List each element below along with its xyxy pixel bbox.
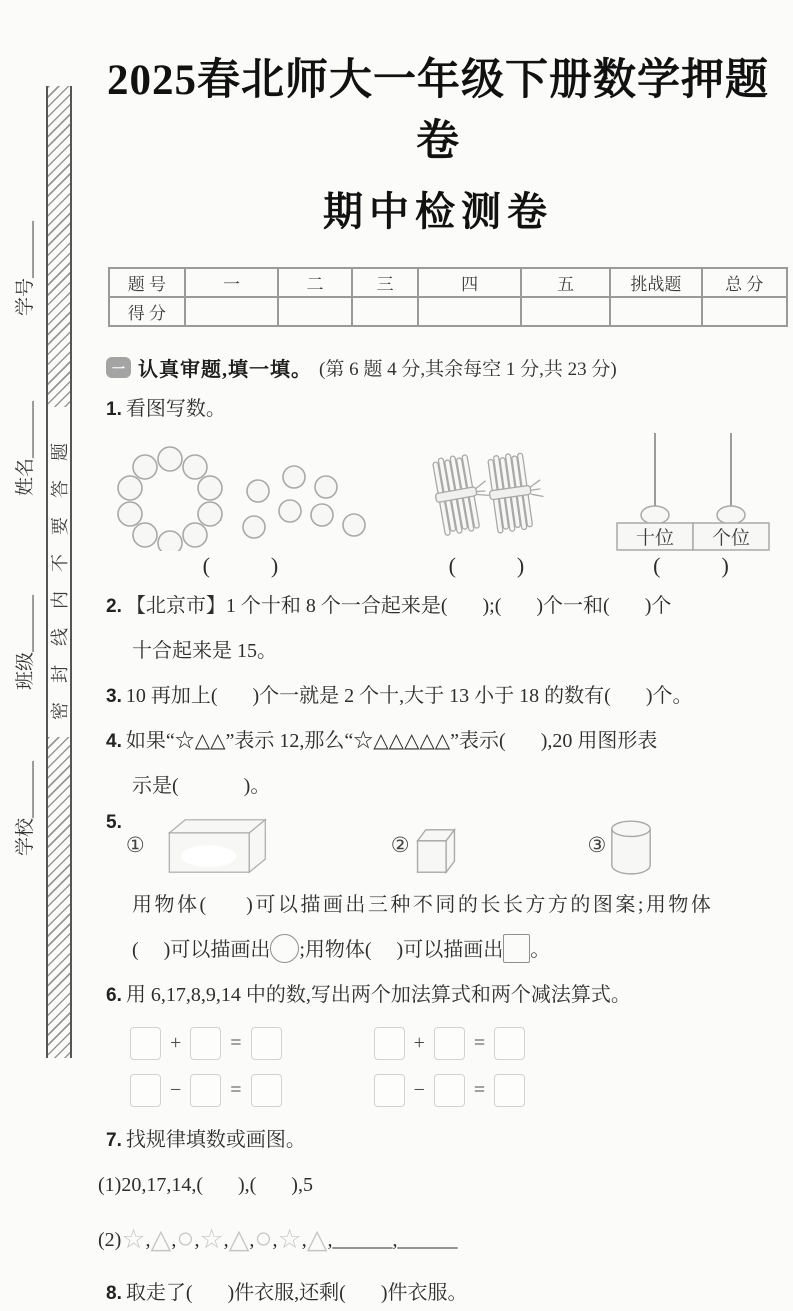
stick-bundles-figure — [379, 431, 598, 579]
traced-circle-shape — [270, 934, 299, 963]
score-header-five: 五 — [521, 268, 610, 297]
paper-title: 2025春北师大一年级下册数学押题卷 — [107, 57, 769, 165]
score-header-two: 二 — [278, 268, 352, 297]
question-5-line2c: 。 — [530, 939, 551, 961]
question-8-text: 取走了( )件衣服,还剩( )件衣服。 — [125, 1281, 468, 1304]
question-7-number: 7. — [106, 1130, 122, 1151]
circle-shape: ○ — [176, 1222, 195, 1255]
abacus-tens-label: 十位 — [635, 528, 675, 549]
seal-text: 密封线内不要答题 — [50, 424, 70, 720]
comma: , — [194, 1229, 200, 1251]
answer-box — [190, 1074, 221, 1107]
question-7 — [106, 1123, 788, 1158]
score-cell — [352, 297, 418, 326]
question-1-answer-paren-1: ( ) — [202, 553, 283, 578]
margin-label-name — [0, 362, 46, 534]
answer-box — [374, 1074, 405, 1107]
question-7-sub2 — [98, 1213, 788, 1266]
margin-label-student-no — [0, 182, 46, 354]
question-7-sub2-label: (2) — [98, 1229, 122, 1251]
cylinder-image — [608, 818, 654, 878]
triangle-shape: △ — [306, 1224, 328, 1254]
beads-image — [106, 445, 378, 551]
question-8-number: 8. — [106, 1282, 122, 1304]
comma: , — [223, 1229, 229, 1251]
score-cell — [418, 297, 521, 326]
minus-sign: − — [170, 1079, 182, 1101]
question-6-text: 用 6,17,8,9,14 中的数,写出两个加法算式和两个减法算式。 — [125, 984, 631, 1006]
score-table-header-row — [109, 268, 787, 297]
score-header-total: 总 分 — [702, 268, 788, 297]
question-6-number: 6. — [106, 985, 122, 1006]
answer-box — [251, 1074, 282, 1107]
comma: , — [301, 1229, 307, 1251]
equals-sign: = — [230, 1032, 242, 1054]
comma: , — [145, 1229, 151, 1251]
score-cell — [278, 297, 352, 326]
score-table-score-row — [109, 297, 787, 326]
question-4-line2: 示是( )。 — [132, 775, 271, 797]
score-header-timu: 题 号 — [109, 268, 185, 297]
section-one-badge-icon: 一 — [106, 357, 131, 378]
question-6 — [106, 978, 788, 1013]
paper-content — [88, 0, 788, 1311]
triangle-shape: △ — [150, 1224, 172, 1254]
question-7-sub1: (1)20,17,14,( ),( ),5 — [98, 1174, 313, 1196]
fill-blank-line: ______ — [397, 1229, 458, 1251]
circled-2-mark: ② — [390, 832, 410, 857]
equals-sign: = — [230, 1079, 242, 1101]
addition-equations-row — [130, 1027, 788, 1060]
section-one-note: (第 6 题 4 分,其余每空 1 分,共 23 分) — [319, 359, 617, 380]
traced-square-shape — [503, 934, 530, 963]
margin-label-school-text: 学校______ — [14, 760, 36, 856]
answer-box — [190, 1027, 221, 1060]
question-1 — [106, 392, 788, 427]
question-5-line2b: ;用物体( )可以描画出 — [299, 939, 504, 961]
question-4-number: 4. — [106, 731, 122, 752]
subtraction-equations-row — [130, 1074, 788, 1107]
seal-text-wrap — [48, 407, 70, 737]
paper-subtitle: 期中检测卷 — [323, 189, 553, 234]
score-header-three: 三 — [352, 268, 418, 297]
margin-label-name-text: 姓名______ — [14, 400, 36, 496]
score-cell — [610, 297, 701, 326]
beads-figure — [106, 431, 379, 579]
equals-sign: = — [473, 1079, 486, 1101]
question-3 — [106, 679, 788, 714]
equation-sub-1 — [130, 1074, 282, 1107]
question-3-number: 3. — [106, 686, 122, 707]
cube-image — [412, 824, 460, 878]
abacus-image — [607, 431, 779, 551]
plus-sign: + — [170, 1032, 182, 1054]
comma: , — [249, 1229, 255, 1251]
question-3-text: 10 再加上( )个一就是 2 个十,大于 13 小于 18 的数有( )个。 — [125, 685, 693, 707]
star-shape: ☆ — [121, 1224, 146, 1254]
circled-1-mark: ① — [125, 832, 145, 857]
hatching-bottom — [48, 737, 70, 1058]
equals-sign: = — [473, 1032, 486, 1054]
plus-sign: + — [413, 1032, 425, 1054]
comma: , — [171, 1229, 177, 1251]
star-shape: ☆ — [277, 1224, 302, 1254]
answer-box — [494, 1027, 525, 1060]
equation-add-2 — [374, 1027, 526, 1060]
comma: , — [392, 1229, 398, 1251]
question-1-answer-paren-3: ( ) — [653, 553, 733, 578]
question-1-figures — [106, 431, 788, 579]
comma: , — [327, 1229, 333, 1251]
abacus-ones-label: 个位 — [711, 528, 751, 549]
answer-box — [434, 1074, 465, 1107]
hatching-top — [48, 86, 70, 407]
score-cell — [702, 297, 788, 326]
circle-shape: ○ — [254, 1222, 273, 1255]
answer-box — [130, 1027, 161, 1060]
question-5-solids — [106, 812, 788, 878]
question-1-number: 1. — [106, 399, 122, 420]
fill-blank-line: ______ — [332, 1229, 393, 1251]
answer-box — [251, 1027, 282, 1060]
question-1-text: 看图写数。 — [125, 398, 226, 420]
question-5-line1: 用物体( )可以描画出三种不同的长长方方的图案;用物体 — [132, 894, 714, 916]
cuboid-box-image — [147, 814, 289, 878]
comma: , — [272, 1229, 278, 1251]
question-2-line2: 十合起来是 15。 — [132, 640, 277, 662]
question-1-answer-paren-2: ( ) — [448, 553, 529, 578]
abacus-figure — [598, 431, 788, 579]
question-5-line2 — [106, 933, 788, 968]
stick-bundles-image — [423, 445, 553, 551]
section-one-header — [106, 353, 788, 382]
equation-sub-2 — [374, 1074, 526, 1107]
sealing-line-strip — [46, 86, 72, 1058]
question-2-number: 2. — [106, 596, 122, 617]
answer-box — [374, 1027, 405, 1060]
margin-label-class-text: 班级______ — [14, 594, 36, 690]
question-2 — [106, 589, 788, 624]
question-2-line1: 【北京市】1 个十和 8 个一合起来是( );( )个一和( )个 — [125, 595, 672, 617]
score-cell — [185, 297, 278, 326]
triangle-shape: △ — [228, 1224, 250, 1254]
answer-box — [130, 1074, 161, 1107]
question-4 — [106, 724, 788, 759]
answer-box — [494, 1074, 525, 1107]
score-table — [108, 267, 788, 327]
margin-label-class — [0, 556, 46, 728]
star-shape: ☆ — [199, 1224, 224, 1254]
score-header-four: 四 — [418, 268, 521, 297]
score-label: 得 分 — [109, 297, 185, 326]
score-header-challenge: 挑战题 — [610, 268, 701, 297]
equation-add-1 — [130, 1027, 282, 1060]
minus-sign: − — [413, 1079, 425, 1101]
question-5-number: 5. — [106, 812, 122, 833]
question-4-line1: 如果“☆△△”表示 12,那么“☆△△△△△”表示( ),20 用图形表 — [125, 730, 658, 752]
score-header-one: 一 — [185, 268, 278, 297]
margin-label-student-no-text: 学号______ — [14, 220, 36, 316]
margin-label-school — [0, 722, 46, 894]
circled-3-mark: ③ — [587, 832, 607, 857]
question-5-line2a: ( )可以描画出 — [132, 939, 271, 961]
score-cell — [521, 297, 610, 326]
answer-box — [434, 1027, 465, 1060]
section-one-title: 认真审题,填一填。 — [138, 359, 312, 381]
question-7-text: 找规律填数或画图。 — [125, 1129, 306, 1151]
question-8 — [106, 1276, 788, 1311]
